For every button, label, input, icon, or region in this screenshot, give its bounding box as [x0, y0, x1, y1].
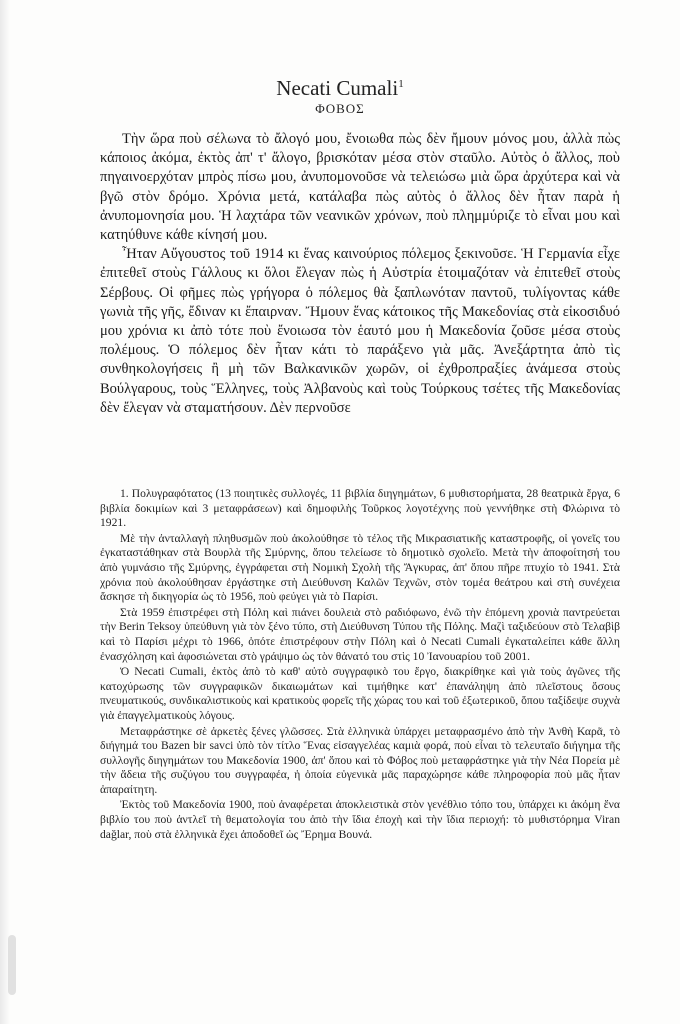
story-header	[0, 76, 680, 118]
footnote-ref: 1	[398, 78, 404, 90]
footnote-paragraph: Μεταφράστηκε σὲ ἀρκετὲς ξένες γλῶσσες. Στὰ ἑλληνικὰ ὑπάρχει μεταφρασμένο ἀπὸ τὴν Ἀνθὴ Καρᾶ, τὸ διήγημά του Bazen bir savci ὑπὸ τὸν τίτλο Ἕνας εἰσαγγελέας καμιὰ φορά, ποὺ εἶναι τὸ τελευταῖο διήγημα τῆς συλλογῆς διηγημάτων του Μακεδονία 1900, ἀπ' ὅπου καὶ τὸ Φόβος ποὺ μεταφράστηκε γιὰ τὴν Νέα Πορεία μὲ τὴν ἄδεια τῆς συζύγου του συγγραφέα, ἡ ὁποία εὐγενικὰ μᾶς παραχώρησε κάθε πληροφορία ποὺ μᾶς ἦταν ἀπαραίτητη.	[100, 724, 620, 796]
footnote-paragraph: Στὰ 1959 ἐπιστρέφει στὴ Πόλη καὶ πιάνει δουλειὰ στὸ ραδιόφωνο, ἐνῶ τὴν ἑπόμενη χρονιὰ παντρεύεται τὴν Berin Teksoy ὑπεύθυνη γιὰ τὸν ξένο τύπο, στὴ Διεύθυνση Τύπου τῆς Πόλης. Μαζὶ ταξιδεύουν στὸ Τελαβὶβ καὶ τὸ Παρίσι μέχρι τὸ 1966, ὁπότε ἐπιστρέφουν στὴν Πόλη καὶ ὁ Necati Cumali ἐγκαταλείπει κάθε ἄλλη ἐνασχόληση καὶ ἀφοσιώνεται στὸ γράψιμο ὡς τὸν θάνατό του στὶς 10 Ἰανουαρίου τοῦ 2001.	[100, 605, 620, 663]
body-paragraph: Τὴν ὥρα ποὺ σέλωνα τὸ ἄλογό μου, ἔνοιωθα πὼς δὲν ἤμουν μόνος μου, ἀλλὰ πὼς κάποιος ἀκόμα, ἐκτὸς ἀπ' τ' ἄλογο, βρισκόταν μέσα στὸν σταῦλο. Αὐτὸς ὁ ἄλλος, ποὺ πηγαινοερχόταν μπρὸς πίσω μου, ἀνυπομονοῦσε νὰ τελειώσω μιὰ ὥρα ἀρχύτερα καὶ νὰ βγῶ στὸν δρόμο. Χρόνια μετά, κατάλαβα πὼς αὐτὸς ὁ ἄλλος δὲν ἦταν παρὰ ἡ ἀνυπομονησία μου. Ἡ λαχτάρα τῶν νεανικῶν χρόνων, ποὺ πλημμύριζε τὸ εἶναι μου καὶ κατηύθυνε κάθε κίνησή μου.	[100, 131, 620, 244]
footnotes	[100, 487, 620, 843]
scan-smudge	[8, 935, 16, 995]
footnote-paragraph: Ἐκτὸς τοῦ Μακεδονία 1900, ποὺ ἀναφέρεται ἀποκλειστικὰ στὸν γενέθλιο τόπο του, ὑπάρχει κι ἀκόμη ἕνα βιβλίο του ποὺ ἀντλεῖ τὴ θεματολογία του ἀπὸ τὴν ἴδια ἐποχὴ καὶ τὴν ἴδια περιοχή: τὸ μυθιστόρημα Viran dağlar, ποὺ στὰ ἑλληνικὰ ἔχει ἀποδοθεῖ ὡς Ἔρημα Βουνά.	[100, 798, 620, 841]
footnote-paragraph: Ὁ Necati Cumali, ἐκτὸς ἀπὸ τὸ καθ' αὐτὸ συγγραφικὸ του ἔργο, διακρίθηκε καὶ γιὰ τοὺς ἀγῶνες τῆς κατοχύρωσης τῶν συγγραφικῶν δικαιωμάτων καὶ τιμήθηκε κατ' ἐπανάληψη ἀπὸ πλεῖστους ὅσους πνευματικούς, συνδικαλιστικοὺς καὶ κρατικοὺς φορεῖς τῆς χώρας του καὶ τοῦ ἐξωτερικοῦ, ὅπου ταξίδεψε συχνὰ γιὰ ἐπαγγελματικοὺς λόγους.	[100, 665, 620, 722]
body-paragraph: Ἦταν Αὔγουστος τοῦ 1914 κι ἕνας καινούριος πόλεμος ξεκινοῦσε. Ἡ Γερμανία εἶχε ἐπιτεθεῖ στοὺς Γάλλους κι ὅλοι ἔλεγαν πὼς ἡ Αὐστρία ἑτοιμαζόταν νὰ ἐπιτεθεῖ στοὺς Σέρβους. Οἱ φῆμες πὼς γρήγορα ὁ πόλεμος θὰ ξαπλωνόταν παντοῦ, τυλίγοντας κάθε γωνιὰ τῆς γῆς, ἔδιναν κι ἔπαιρναν. Ἤμουν ἕνας κάτοικος τῆς Μακεδονίας στὰ εἰκοσιδυό μου χρόνια κι ἀπὸ τότε ποὺ ἔνοιωσα τὸν ἑαυτό μου ἡ Μακεδονία ζοῦσε μέσα στοὺς πολέμους. Ὁ πόλεμος δὲν ἦταν κάτι τὸ παράξενο γιὰ μᾶς. Ἀνεξάρτητα ἀπὸ τὶς συνθηκολογήσεις ἢ μὴ τῶν Βαλκανικῶν χωρῶν, οἱ ἐχθροπραξίες ἀνάμεσα στοὺς Βούλγαρους, τοὺς Ἕλληνες, τοὺς Ἀλβανοὺς καὶ τοὺς Τούρκους τσέτες τῆς Μακεδονίας δὲν ἔλεγαν νὰ σταματήσουν. Δὲν περνοῦσε	[100, 246, 620, 416]
main-text	[100, 130, 620, 418]
footnote-paragraph: Μὲ τὴν ἀνταλλαγὴ πληθυσμῶν ποὺ ἀκολούθησε τὸ τέλος τῆς Μικρασιατικῆς καταστροφῆς, οἱ γονεῖς του ἐγκαταστάθηκαν στὰ Βουρλὰ τῆς Σμύρνης, ὅπου τελείωσε τὸ δημοτικὸ σχολεῖο. Μετὰ τὴν ἀποφοίτησή του ἀπὸ γυμνάσιο τῆς Σμύρνης, ἐγγράφεται στὴ Νομικὴ Σχολὴ τῆς Ἄγκυρας, ἀπ' ὅπου πῆρε πτυχίο τὸ 1941. Στὰ χρόνια ποὺ ἀκολούθησαν ἐργάστηκε στὴ Διεύθυνση Καλῶν Τεχνῶν, στὸν τομέα θεάτρου καὶ στὴ συνέχεια ἄσκησε τὴ δικηγορία ὡς τὸ 1956, ποὺ φεύγει γιὰ τὸ Παρίσι.	[100, 531, 620, 604]
author-name	[0, 76, 680, 100]
scan-edge-shadow	[0, 0, 10, 1024]
footnote-paragraph: 1. Πολυγραφότατος (13 ποιητικὲς συλλογές, 11 βιβλία διηγημάτων, 6 μυθιστορήματα, 28 θεατρικὰ ἔργα, 6 βιβλία δοκιμίων καὶ 3 μεταφράσεων) καὶ δημοφιλὴς Τοῦρκος λογοτέχνης ποὺ γεννήθηκε στὴ Φλώρινα τὸ 1921.	[100, 487, 620, 530]
story-title: ΦΟΒΟΣ	[315, 101, 365, 116]
author-name-text: Necati Cumali	[276, 76, 399, 100]
